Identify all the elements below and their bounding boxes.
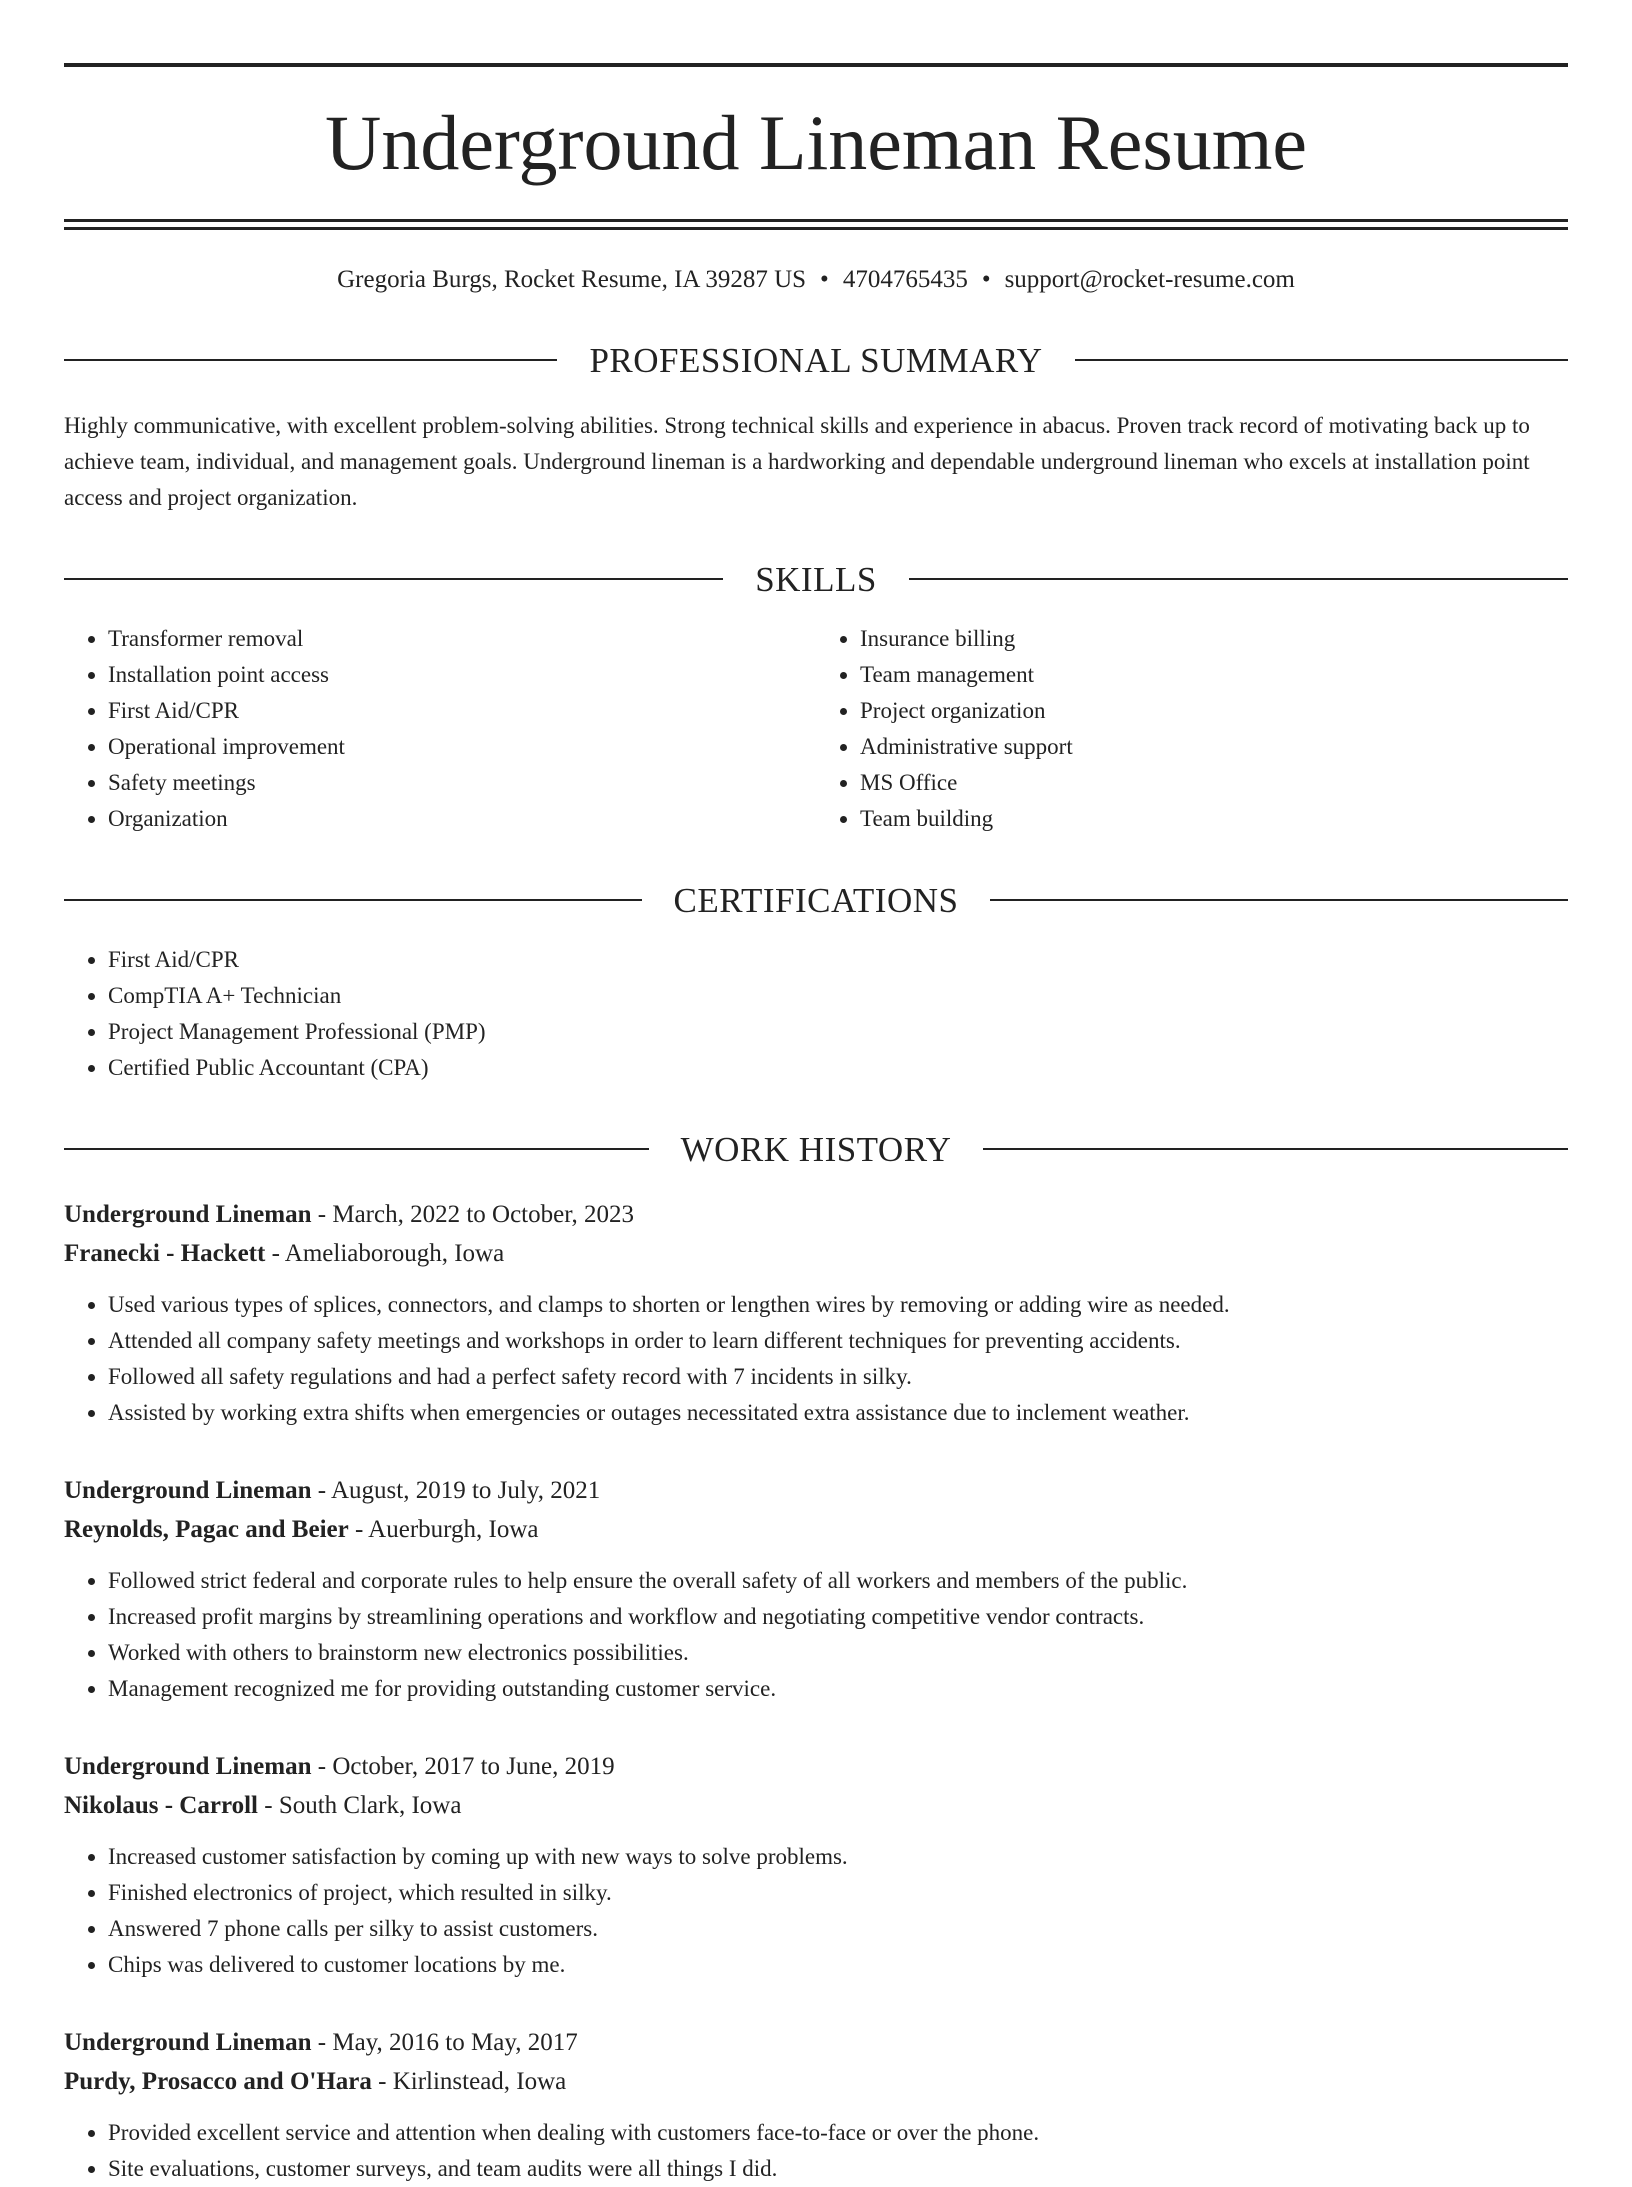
job-title-line [64, 1471, 1568, 1510]
skill-item: • Insurance billing [860, 621, 1568, 657]
job-company-line [64, 1234, 1568, 1273]
skills-section-heading [64, 559, 1568, 599]
job-company: Franecki - Hackett [64, 1239, 266, 1267]
contact-phone: 4704765435 [842, 266, 968, 293]
job-dates: - May, 2016 to May, 2017 [311, 2028, 578, 2056]
job-company-line [64, 2062, 1568, 2101]
job-title: Underground Lineman [64, 1200, 312, 1228]
job-bullet: • Finished electronics of project, which resulted in silky. [108, 1875, 1568, 1911]
certification-item: • First Aid/CPR [108, 942, 1568, 978]
skill-item: • Project organization [860, 693, 1568, 729]
job-company-line [64, 1786, 1568, 1825]
job-bullet: • Worked with others to brainstorm new electronics possibilities. [108, 1635, 1568, 1671]
job-bullet: • Answered 7 phone calls per silky to assist customers. [108, 1911, 1568, 1947]
heading-rule-right [983, 1148, 1568, 1150]
job-bullet: • Followed strict federal and corporate rules to help ensure the overall safety of all workers and members of the public. [108, 1563, 1568, 1599]
contact-line [64, 264, 1568, 297]
skills-grid [64, 621, 1568, 837]
certifications-section-heading [64, 880, 1568, 920]
skill-item: • MS Office [860, 765, 1568, 801]
certification-item: • CompTIA A+ Technician [108, 978, 1568, 1014]
certifications-list [64, 942, 1568, 1086]
job-title: Underground Lineman [64, 1752, 312, 1780]
summary-section-heading [64, 340, 1568, 380]
job-title-line [64, 1195, 1568, 1234]
job-bullet: • Increased profit margins by streamlining operations and workflow and negotiating competitive vendor contracts. [108, 1599, 1568, 1635]
skill-item: • Administrative support [860, 729, 1568, 765]
job-bullet: • Chips was delivered to customer locations by me. [108, 1947, 1568, 1983]
skill-item: • Team building [860, 801, 1568, 837]
heading-rule-right [1075, 359, 1568, 361]
summary-heading: PROFESSIONAL SUMMARY [589, 340, 1043, 380]
skills-heading: SKILLS [755, 559, 877, 599]
job-bullets [64, 1839, 1568, 1983]
job-entry [64, 1195, 1568, 1431]
skill-item: • First Aid/CPR [108, 693, 816, 729]
job-title-line [64, 2023, 1568, 2062]
contact-separator: • [981, 266, 991, 293]
skill-item: • Team management [860, 657, 1568, 693]
job-entry [64, 1471, 1568, 1707]
job-bullet: • Site evaluations, customer surveys, and team audits were all things I did. [108, 2151, 1568, 2187]
skill-item: • Installation point access [108, 657, 816, 693]
contact-email: support@rocket-resume.com [1004, 266, 1295, 293]
resume-title: Underground Lineman Resume [324, 99, 1307, 186]
job-dates: - August, 2019 to July, 2021 [311, 1476, 601, 1504]
heading-rule-left [64, 578, 723, 580]
job-bullet: • Increased customer satisfaction by coming up with new ways to solve problems. [108, 1839, 1568, 1875]
certifications-heading: CERTIFICATIONS [673, 880, 959, 920]
work-history [64, 1195, 1568, 2187]
job-entry [64, 2023, 1568, 2187]
work-section-heading [64, 1129, 1568, 1169]
job-bullet: • Assisted by working extra shifts when emergencies or outages necessitated extra assistance due to inclement weather. [108, 1395, 1568, 1431]
job-company: Reynolds, Pagac and Beier [64, 1515, 349, 1543]
job-location: - Auerburgh, Iowa [348, 1515, 539, 1543]
job-location: - South Clark, Iowa [258, 1791, 462, 1819]
title-double-rule [64, 219, 1568, 230]
job-bullets [64, 1563, 1568, 1707]
heading-rule-right [909, 578, 1568, 580]
skills-list-right [816, 621, 1568, 837]
heading-rule-right [990, 899, 1568, 901]
skill-item: • Transformer removal [108, 621, 816, 657]
heading-rule-left [64, 1148, 649, 1150]
job-bullet: • Followed all safety regulations and had a perfect safety record with 7 incidents in silky. [108, 1359, 1568, 1395]
contact-separator: • [820, 266, 829, 293]
job-title: Underground Lineman [64, 2028, 312, 2056]
job-company-line [64, 1510, 1568, 1549]
certification-item: • Project Management Professional (PMP) [108, 1014, 1568, 1050]
resume-page [64, 0, 1568, 2187]
job-bullets [64, 1287, 1568, 1431]
heading-rule-left [64, 359, 557, 361]
skills-list-left [64, 621, 816, 837]
job-company: Nikolaus - Carroll [64, 1791, 258, 1819]
job-title: Underground Lineman [64, 1476, 312, 1504]
job-location: - Kirlinstead, Iowa [371, 2067, 567, 2095]
contact-address: Gregoria Burgs, Rocket Resume, IA 39287 US [337, 266, 807, 293]
job-dates: - March, 2022 to October, 2023 [311, 1200, 635, 1228]
job-bullets [64, 2115, 1568, 2187]
job-bullet: • Attended all company safety meetings and workshops in order to learn different techniques for preventing accidents. [108, 1323, 1568, 1359]
skill-item: • Organization [108, 801, 816, 837]
certification-item: • Certified Public Accountant (CPA) [108, 1050, 1568, 1086]
job-title-line [64, 1747, 1568, 1786]
job-bullet: • Provided excellent service and attention when dealing with customers face-to-face or over the phone. [108, 2115, 1568, 2151]
heading-rule-left [64, 899, 642, 901]
job-location: - Ameliaborough, Iowa [265, 1239, 505, 1267]
job-company: Purdy, Prosacco and O'Hara [64, 2067, 372, 2095]
job-entry [64, 1747, 1568, 1983]
skill-item: • Safety meetings [108, 765, 816, 801]
job-bullet: • Used various types of splices, connectors, and clamps to shorten or lengthen wires by removing or adding wire as needed. [108, 1287, 1568, 1323]
work-heading: WORK HISTORY [680, 1129, 952, 1169]
job-dates: - October, 2017 to June, 2019 [311, 1752, 615, 1780]
job-bullet: • Management recognized me for providing outstanding customer service. [108, 1671, 1568, 1707]
skill-item: • Operational improvement [108, 729, 816, 765]
summary-text: Highly communicative, with excellent problem-solving abilities. Strong technical skills and experience in abacus. Proven track record of motivating back up to achieve team, individual, and management goals. Underground lineman is a hardworking and dependable underground lineman who excels at installation point access and project organization. [64, 412, 1530, 510]
